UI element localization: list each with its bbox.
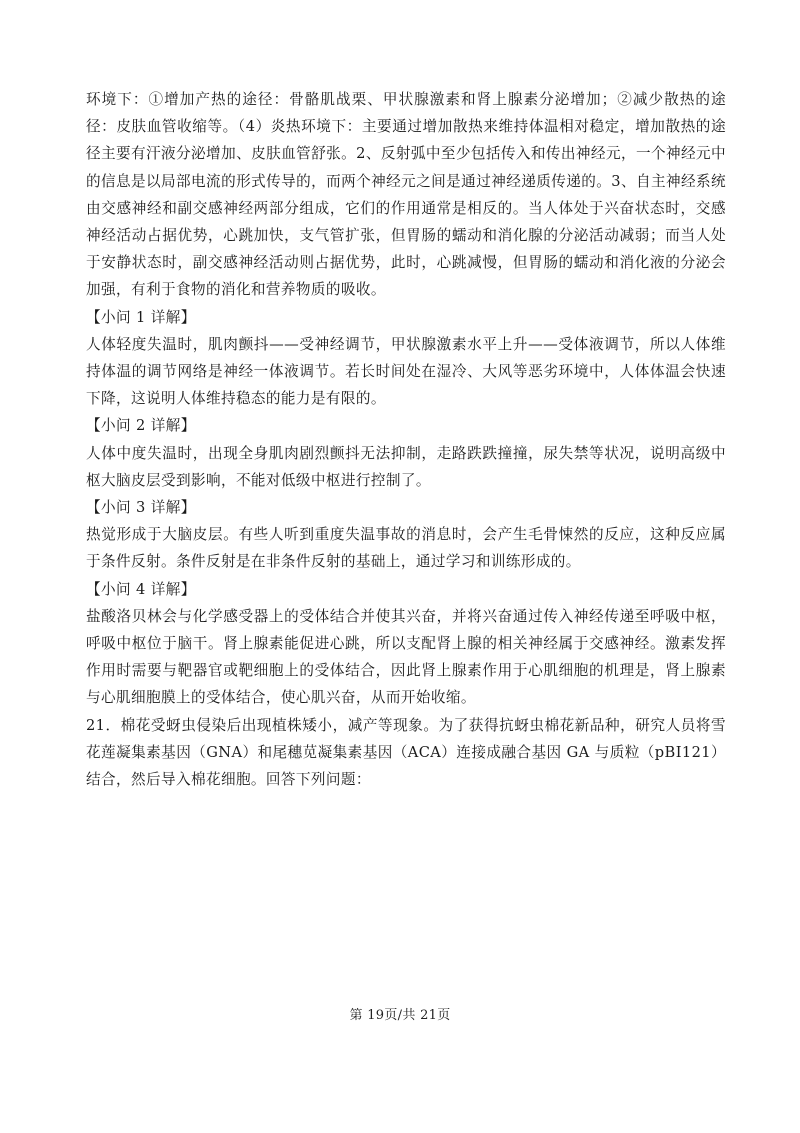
page-number-footer: 第 19页/共 21页 [349, 1008, 451, 1023]
question-4-heading: 【小问 4 详解】 [86, 580, 196, 598]
document-page [86, 86, 726, 793]
question-3-explanation: 热觉形成于大脑皮层。有些人听到重度失温事故的消息时，会产生毛骨悚然的反应，这种反应属于条件反射。条件反射是在非条件反射的基础上，通过学习和训练形成的。 [86, 526, 726, 571]
question-2-explanation: 人体中度失温时，出现全身肌肉剧烈颤抖无法抑制，走路跌跌撞撞，尿失禁等状况，说明高级中枢大脑皮层受到影响，不能对低级中枢进行控制了。 [86, 444, 726, 489]
question-3-heading: 【小问 3 详解】 [86, 499, 196, 517]
question-21-stem: 21．棉花受蚜虫侵染后出现植株矮小，减产等现象。为了获得抗蚜虫棉花新品种，研究人员将雪花莲凝集素基因（GNA）和尾穗苋凝集素基因（ACA）连接成融合基因 GA 与质粒（pBⅠ121）结合，然后导入棉花细胞。回答下列问题： [86, 716, 726, 789]
question-1-heading: 【小问 1 详解】 [86, 308, 196, 326]
question-4-explanation: 盐酸洛贝林会与化学感受器上的受体结合并使其兴奋，并将兴奋通过传入神经传递至呼吸中枢，呼吸中枢位于脑干。肾上腺素能促进心跳，所以支配肾上腺的相关神经属于交感神经。激素发挥作用时需要与靶器官或靶细胞上的受体结合，因此肾上腺素作用于心肌细胞的机理是，肾上腺素与心肌细胞膜上的受体结合，使心肌兴奋，从而开始收缩。 [86, 607, 726, 707]
question-2-heading: 【小问 2 详解】 [86, 417, 196, 435]
question-1-explanation: 人体轻度失温时，肌肉颤抖——受神经调节，甲状腺激素水平上升——受体液调节，所以人体维持体温的调节网络是神经一体液调节。若长时间处在湿冷、大风等恶劣环境中，人体体温会快速下降，这说明人体维持稳态的能力是有限的。 [86, 335, 726, 408]
intro-paragraph: 环境下：①增加产热的途径：骨骼肌战栗、甲状腺激素和肾上腺素分泌增加；②减少散热的途径：皮肤血管收缩等。（4）炎热环境下：主要通过增加散热来维持体温相对稳定，增加散热的途径主要有汗液分泌增加、皮肤血管舒张。2、反射弧中至少包括传入和传出神经元，一个神经元中的信息是以局部电流的形式传导的，而两个神经元之间是通过神经递质传递的。3、自主神经系统由交感神经和副交感神经两部分组成，它们的作用通常是相反的。当人体处于兴奋状态时，交感神经活动占据优势，心跳加快，支气管扩张，但胃肠的蠕动和消化腺的分泌活动减弱；而当人处于安静状态时，副交感神经活动则占据优势，此时，心跳减慢，但胃肠的蠕动和消化液的分泌会加强，有利于食物的消化和营养物质的吸收。 [86, 91, 726, 299]
